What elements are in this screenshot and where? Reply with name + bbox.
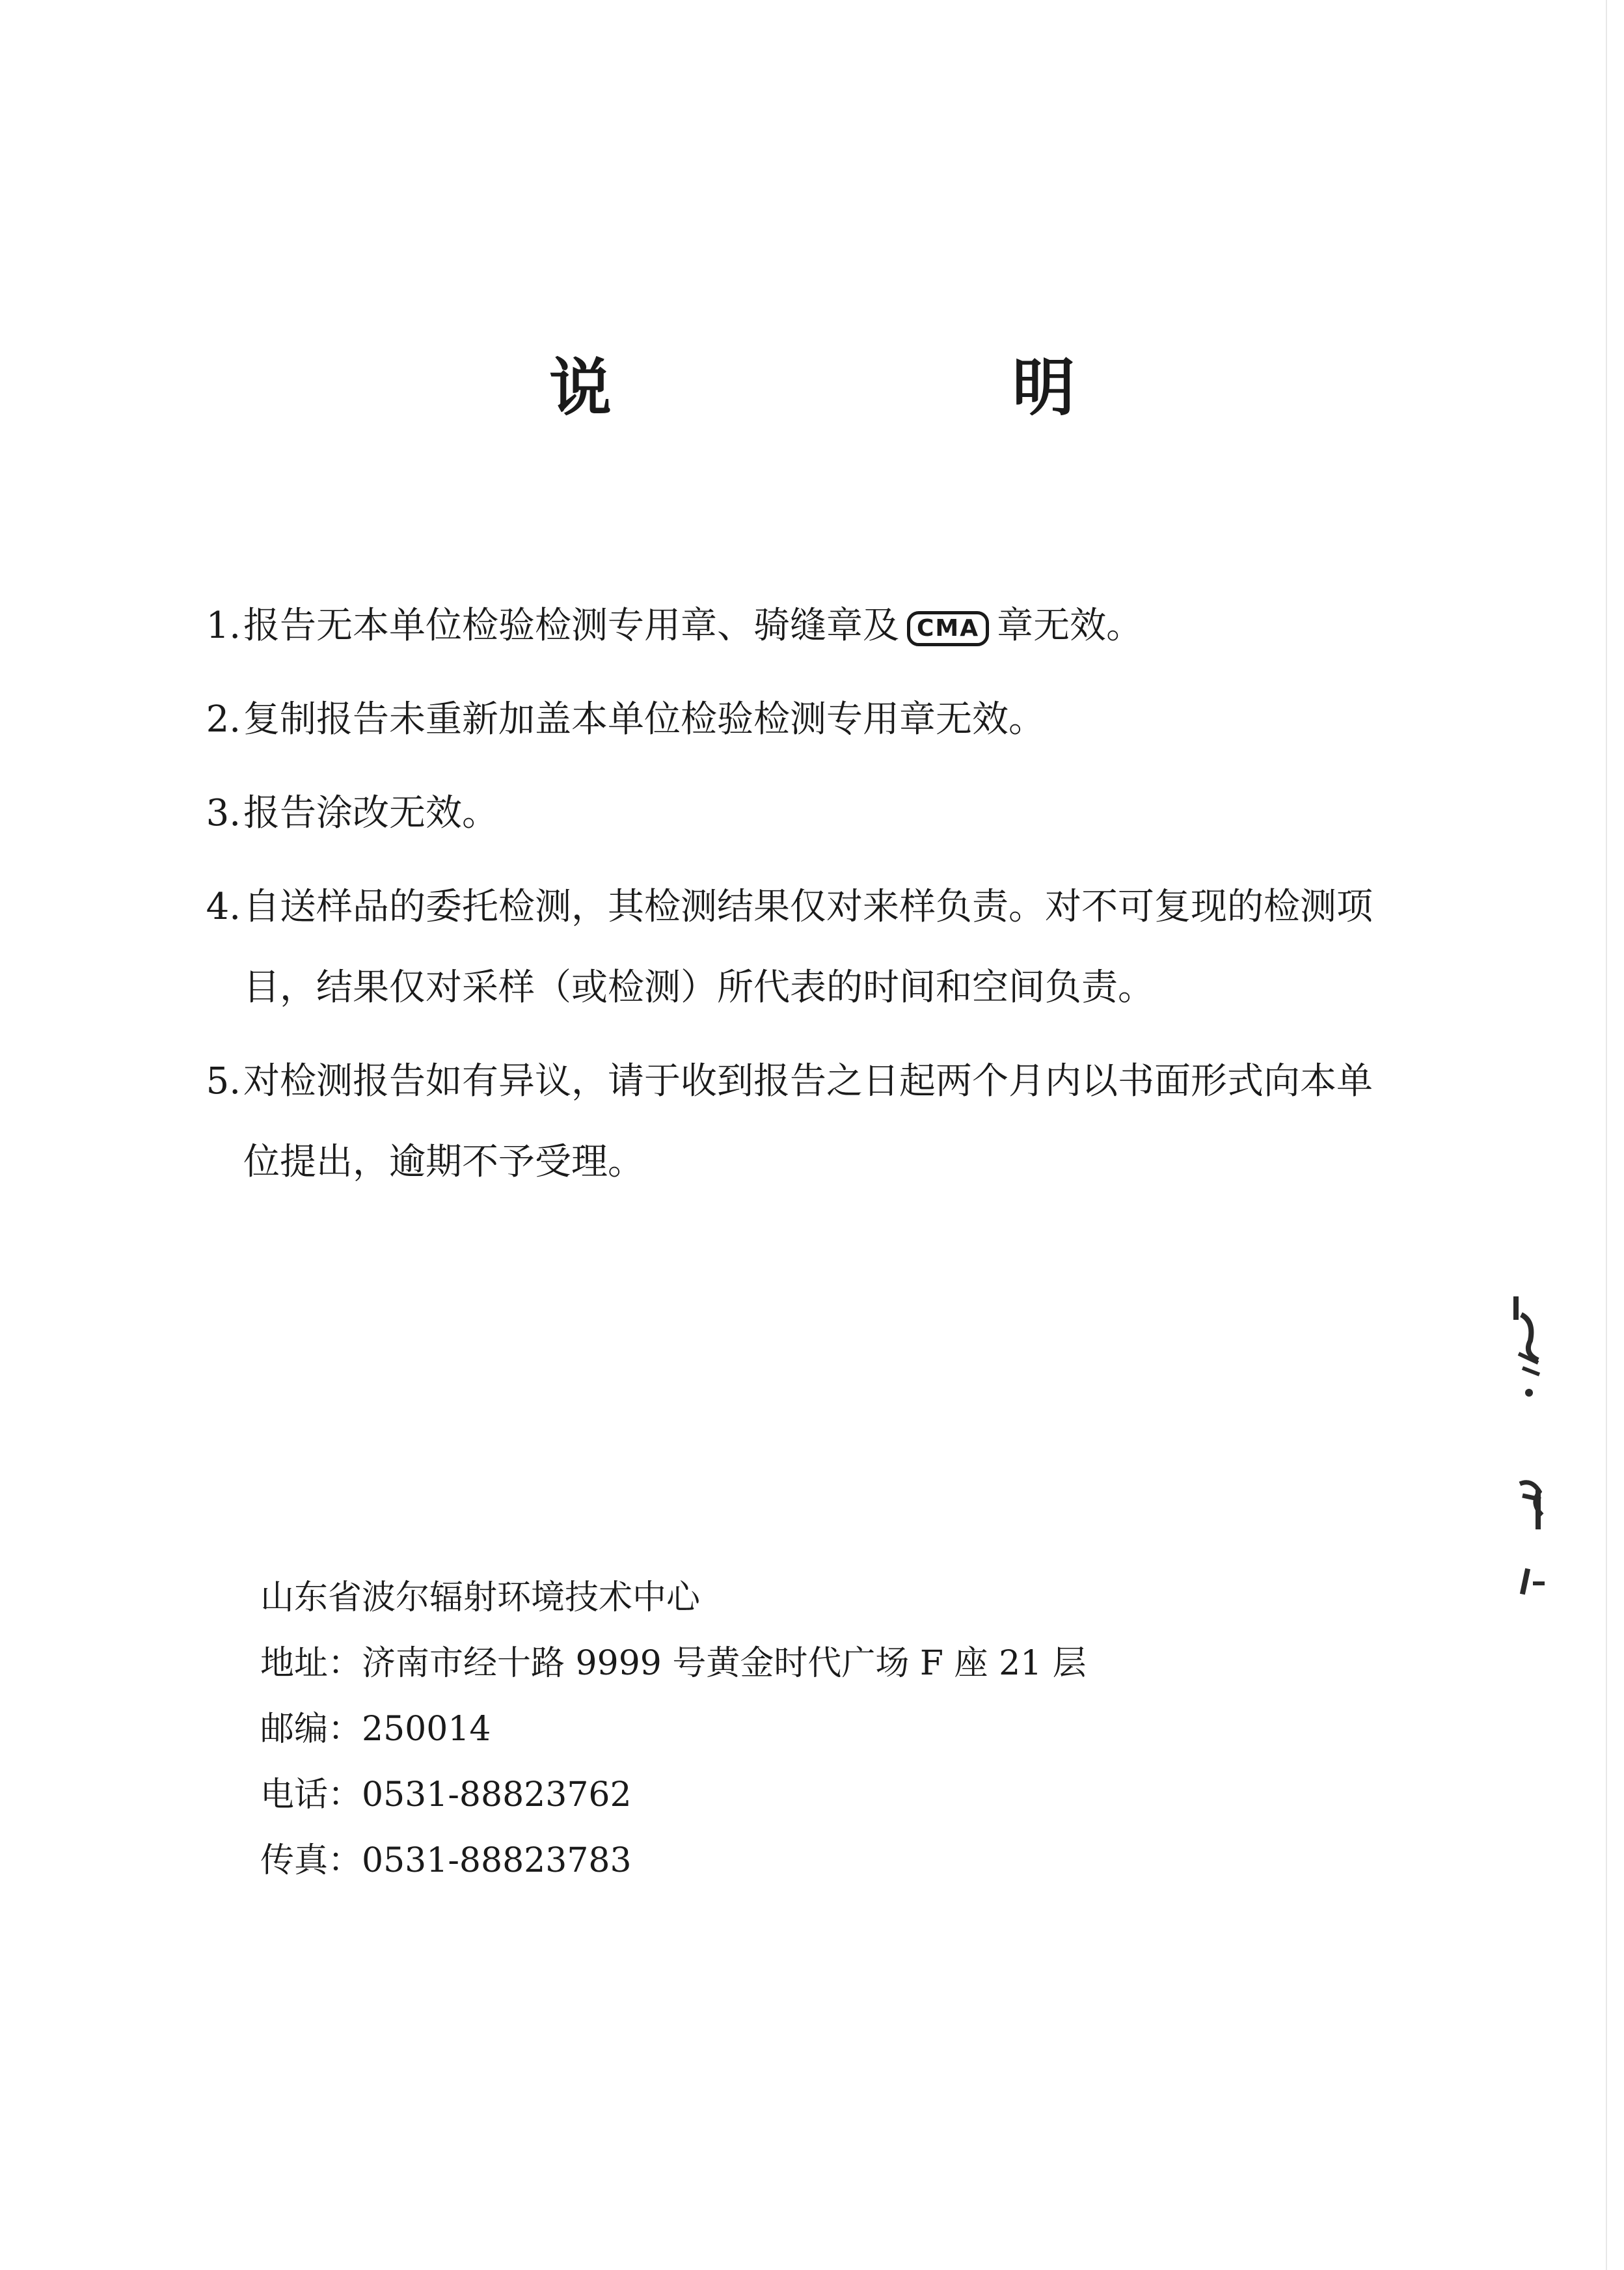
note-number: 5. bbox=[206, 1060, 241, 1102]
note-text: 报告涂改无效。 bbox=[243, 792, 498, 834]
note-item-2 bbox=[189, 679, 1373, 760]
note-item-4 bbox=[189, 867, 1373, 1028]
note-text: 自送样品的委托检测，其检测结果仅对来样负责。对不可复现的检测项目，结果仅对采样（或检测）所代表的时间和空间负责。 bbox=[243, 886, 1373, 1009]
seam-seal-fragment-icon bbox=[1509, 1295, 1549, 1607]
note-number: 1. bbox=[206, 605, 241, 647]
postcode: 邮编：250014 bbox=[260, 1710, 491, 1749]
note-number: 4. bbox=[206, 886, 241, 928]
contact-block bbox=[260, 1565, 1087, 1894]
note-item-5 bbox=[189, 1041, 1373, 1203]
notes-list bbox=[189, 586, 1373, 1216]
note-item-3 bbox=[189, 773, 1373, 854]
note-number: 2. bbox=[206, 698, 241, 741]
note-number: 3. bbox=[206, 792, 241, 834]
cma-mark-icon: CMA bbox=[907, 611, 989, 646]
note-text-after: 章无效。 bbox=[997, 605, 1143, 647]
fax: 传真：0531-88823783 bbox=[260, 1841, 632, 1880]
organization-name: 山东省波尔辐射环境技术中心 bbox=[260, 1578, 701, 1617]
note-text: 对检测报告如有异议，请于收到报告之日起两个月内以书面形式向本单位提出，逾期不予受理。 bbox=[243, 1060, 1373, 1183]
note-item-1 bbox=[189, 586, 1373, 666]
note-text: 复制报告未重新加盖本单位检验检测专用章无效。 bbox=[243, 698, 1045, 741]
note-text bbox=[243, 586, 1373, 666]
address: 地址：济南市经十路 9999 号黄金时代广场 F 座 21 层 bbox=[260, 1644, 1087, 1683]
note-text-before: 报告无本单位检验检测专用章、骑缝章及 bbox=[243, 605, 899, 647]
page-title: 说 明 bbox=[549, 351, 1244, 424]
phone: 电话：0531-88823762 bbox=[260, 1775, 632, 1814]
